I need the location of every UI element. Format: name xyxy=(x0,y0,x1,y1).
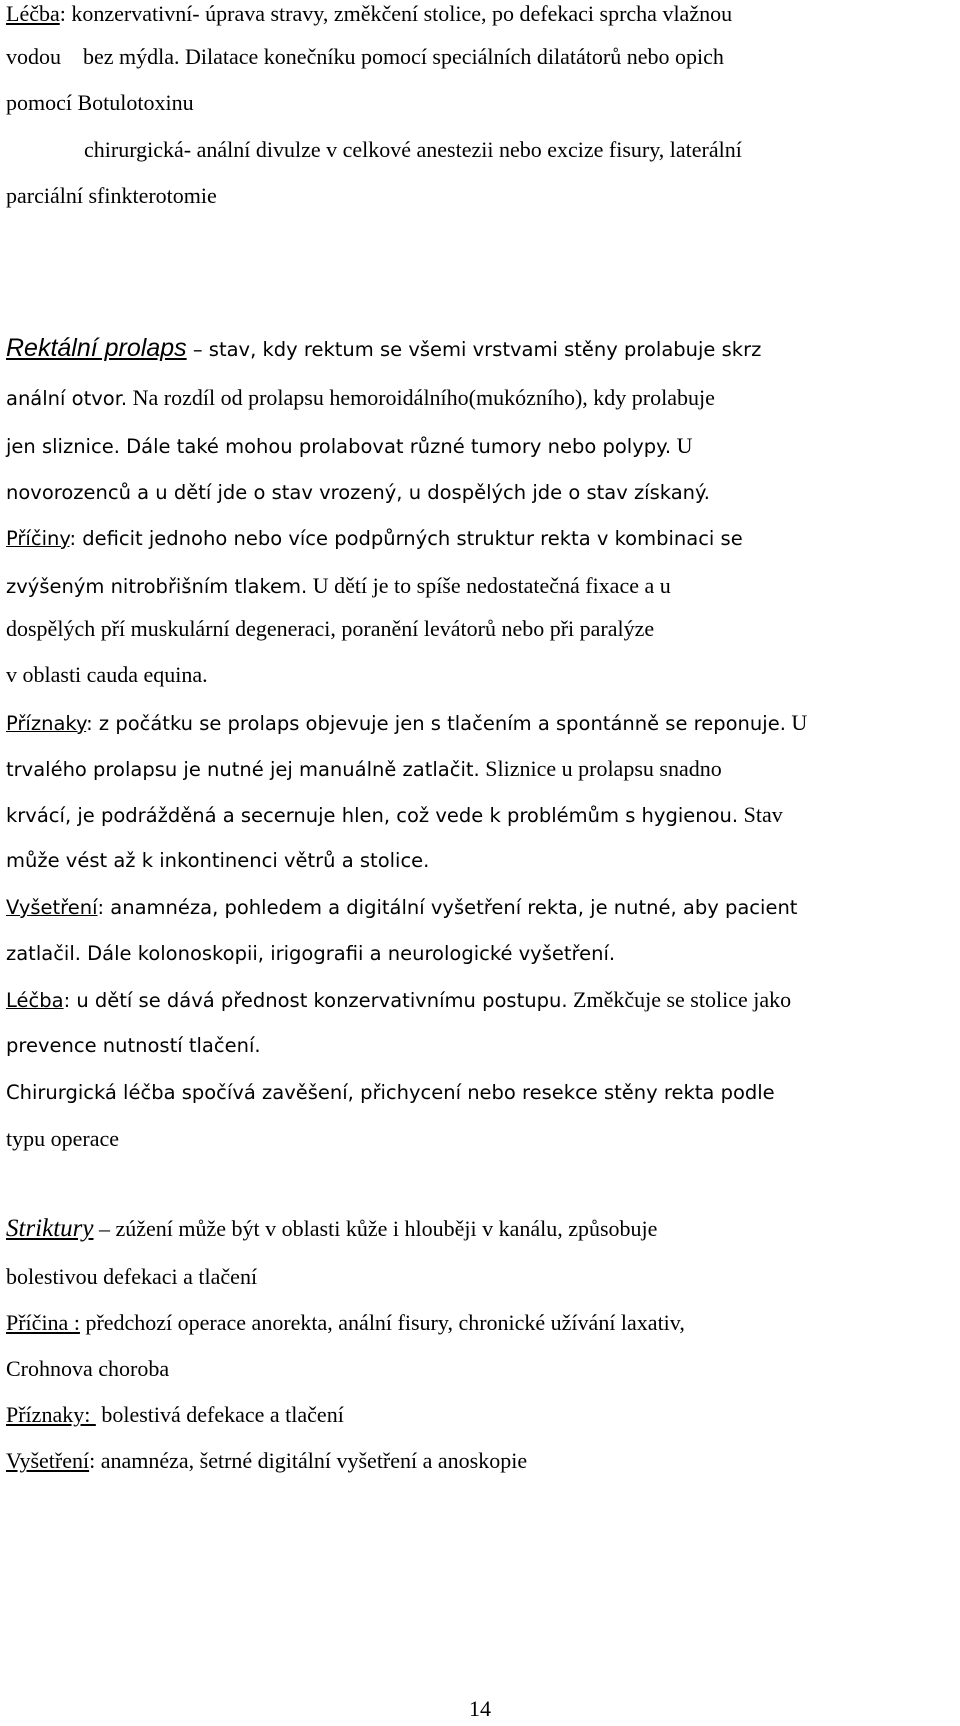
line-text: dospělých pří muskulární degeneraci, poranění levátorů nebo při paralýze xyxy=(6,616,655,641)
line-text: předchozí operace anorekta, anální fisury, chronické užívání laxativ, xyxy=(79,1310,685,1335)
text-line xyxy=(6,987,791,1014)
text-line xyxy=(6,662,208,688)
text-line xyxy=(6,616,654,642)
line-text: bolestivou defekaci a tlačení xyxy=(6,1264,258,1289)
text-line xyxy=(6,573,671,600)
text-line xyxy=(84,137,742,163)
text-line xyxy=(6,1216,657,1242)
label-vysetreni: Vyšetření xyxy=(6,1448,90,1473)
line-text: typu operace xyxy=(6,1126,119,1151)
text-line xyxy=(6,1264,257,1290)
line-text: Změkčuje se stolice jako xyxy=(567,987,792,1012)
text-line xyxy=(6,44,724,70)
line-text: vodou bez mýdla. Dilatace konečníku pomocí speciálních dilatátorů nebo opich xyxy=(6,44,724,69)
label-priznaky: Příznaky: xyxy=(6,1402,96,1427)
line-text: : u dětí se dává přednost konzervativnímu postupu. xyxy=(63,989,568,1012)
line-text: zvýšeným nitrobřišním tlakem. xyxy=(6,575,308,598)
heading-striktury: Striktury xyxy=(6,1215,94,1242)
text-line xyxy=(6,1080,775,1106)
text-line xyxy=(6,1126,119,1152)
text-line xyxy=(6,90,194,116)
label-pricina: Příčina : xyxy=(6,1310,80,1335)
line-text: zatlačil. Dále kolonoskopii, irigografii a neurologické vyšetření. xyxy=(6,942,616,965)
text-line xyxy=(6,710,807,737)
text-line xyxy=(6,941,615,967)
label-lecba: Léčba xyxy=(6,1,60,26)
line-text: anální otvor. xyxy=(6,387,128,410)
text-line xyxy=(6,335,761,363)
text-line xyxy=(6,1402,344,1428)
label-lecba: Léčba xyxy=(6,989,64,1012)
text-line xyxy=(6,848,429,874)
heading-rektalni-prolaps: Rektální prolaps xyxy=(6,334,187,362)
text-line xyxy=(6,895,797,921)
line-text: Stav xyxy=(738,802,783,827)
line-text: může vést až k inkontinenci větrů a stolice. xyxy=(6,849,430,872)
line-text: trvalého prolapsu je nutné jej manuálně zatlačit. xyxy=(6,758,480,781)
line-text: U xyxy=(671,433,693,458)
text-line xyxy=(6,1310,685,1336)
line-text: : anamnéza, pohledem a digitální vyšetření rekta, je nutné, aby pacient xyxy=(97,896,798,919)
line-text: jen sliznice. xyxy=(6,435,120,458)
line-text: U xyxy=(785,710,808,735)
text-line xyxy=(6,1448,527,1474)
line-text: : anamnéza, šetrné digitální vyšetření a anoskopie xyxy=(89,1448,528,1473)
text-line xyxy=(6,1356,169,1382)
line-text: : z počátku se prolaps objevuje jen s tlačením a spontánně se reponuje. xyxy=(86,712,786,735)
line-text: novorozenců a u dětí jde o stav vrozený, u dospělých jde o stav získaný. xyxy=(6,481,710,504)
line-text: – stav, kdy rektum se všemi vrstvami stěny prolabuje skrz xyxy=(186,338,762,361)
text-line xyxy=(6,433,692,460)
line-text: pomocí Botulotoxinu xyxy=(6,90,194,115)
line-text: krvácí, je podrážděná a secernuje hlen, což vede k problémům s hygienou. xyxy=(6,804,739,827)
line-text: Sliznice u prolapsu snadno xyxy=(479,756,722,781)
text-line xyxy=(6,756,722,783)
line-text: – zúžení může být v oblasti kůže i hlouběji v kanálu, způsobuje xyxy=(93,1216,658,1241)
line-text: U dětí je to spíše nedostatečná fixace a u xyxy=(307,573,671,598)
text-line xyxy=(6,385,715,412)
text-line xyxy=(6,480,710,506)
label-vysetreni: Vyšetření xyxy=(6,896,98,919)
line-text: Dále také mohou prolabovat různé tumory nebo polypy. xyxy=(119,435,672,458)
line-text: Na rozdíl od prolapsu hemoroidálního(mukózního), kdy prolabuje xyxy=(127,385,715,410)
text-line xyxy=(6,183,217,209)
line-text: chirurgická- anální divulze v celkové anestezii nebo excize fisury, laterální xyxy=(84,137,742,162)
line-text: : konzervativní- úprava stravy, změkčení stolice, po defekaci sprcha vlažnou xyxy=(59,1,733,26)
line-text: v oblasti cauda equina. xyxy=(6,662,208,687)
text-line xyxy=(6,526,743,552)
line-text: parciální sfinkterotomie xyxy=(6,183,217,208)
line-text: bolestivá defekace a tlačení xyxy=(95,1402,344,1427)
line-text: Chirurgická léčba spočívá zavěšení, přichycení nebo resekce stěny rekta podle xyxy=(6,1081,775,1104)
text-line xyxy=(6,1033,261,1059)
line-text: : deficit jednoho nebo více podpůrných struktur rekta v kombinaci se xyxy=(69,527,743,550)
text-line xyxy=(6,1,732,27)
label-priciny: Příčiny xyxy=(6,527,70,550)
line-text: Crohnova choroba xyxy=(6,1356,170,1381)
label-priznaky: Příznaky xyxy=(6,712,87,735)
page-number: 14 xyxy=(469,1696,491,1721)
text-line xyxy=(6,802,783,829)
line-text: prevence nutností tlačení. xyxy=(6,1034,261,1057)
